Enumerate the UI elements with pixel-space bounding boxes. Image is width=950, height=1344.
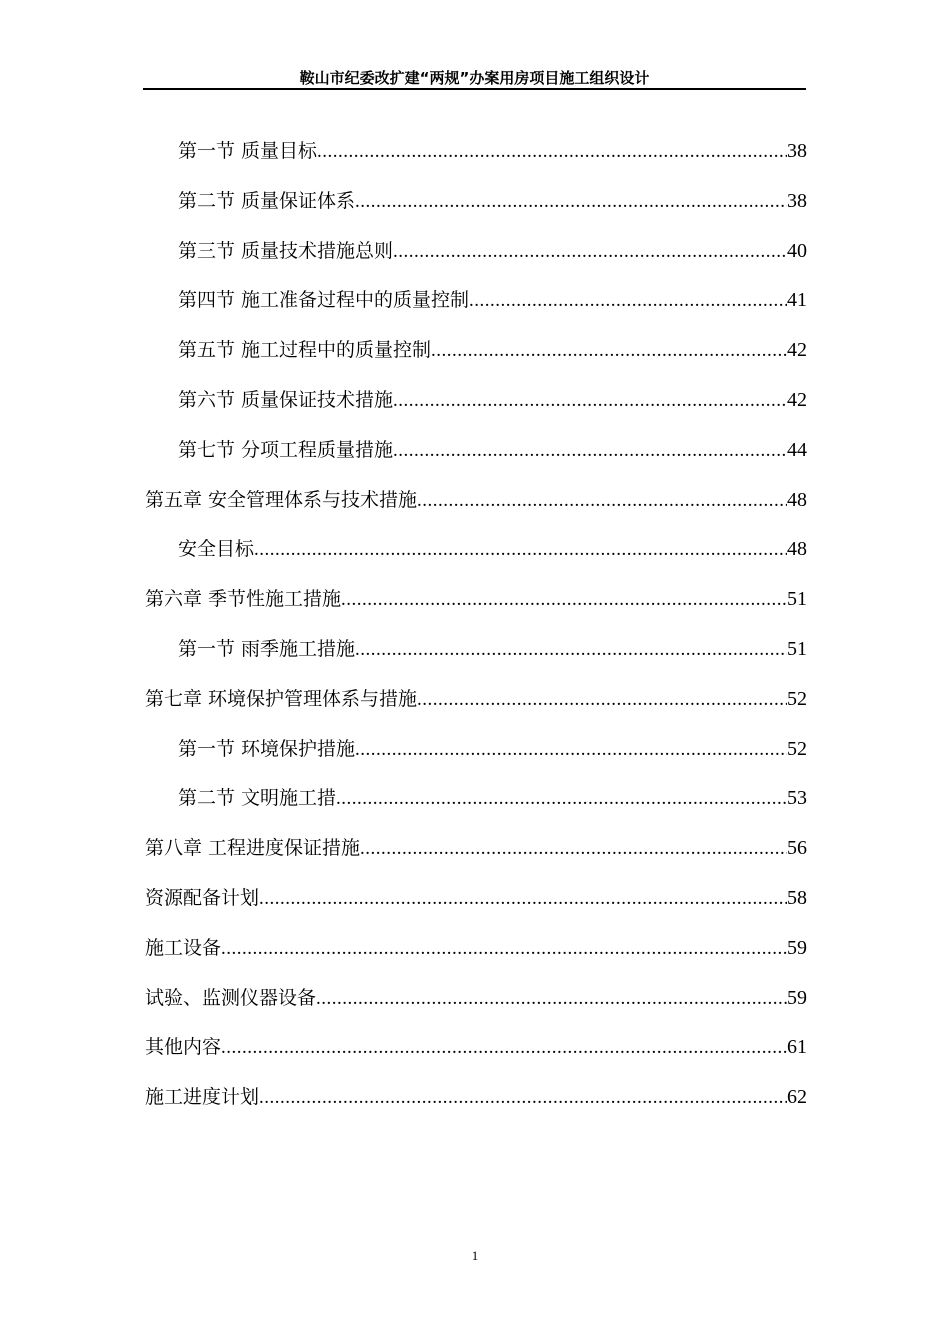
toc-dot-leader (341, 582, 787, 618)
toc-entry-page: 51 (787, 638, 807, 660)
toc-entry-page: 59 (787, 936, 807, 959)
toc-dot-leader (254, 532, 787, 568)
toc-entry-title: 第七节 分项工程质量措施 (178, 438, 394, 461)
toc-dot-leader (259, 1080, 787, 1116)
toc-entry-page: 42 (787, 389, 807, 411)
toc-dot-leader (355, 184, 787, 220)
toc-dot-leader (221, 931, 787, 967)
toc-entry[interactable] (178, 233, 807, 269)
toc-entry[interactable] (145, 581, 807, 617)
toc-entry-title: 第六节 质量保证技术措施 (178, 389, 394, 411)
toc-entry-page: 59 (787, 986, 807, 1009)
toc-dot-leader (259, 881, 787, 917)
toc-dot-leader (316, 981, 787, 1017)
toc-entry[interactable] (145, 1029, 807, 1065)
toc-entry-title: 安全目标 (178, 538, 255, 561)
toc-entry[interactable] (178, 382, 807, 418)
toc-entry-page: 53 (787, 787, 807, 810)
toc-entry-page: 48 (787, 538, 807, 561)
toc-entry-page: 58 (787, 887, 807, 909)
toc-entry-title: 第一节 质量目标 (178, 140, 318, 162)
toc-dot-leader (431, 333, 787, 369)
toc-entry[interactable] (145, 681, 807, 717)
toc-entry-title: 第五节 施工过程中的质量控制 (178, 339, 432, 362)
toc-entry-page: 56 (787, 837, 807, 860)
toc-dot-leader (336, 781, 787, 817)
toc-entry[interactable] (178, 780, 807, 816)
toc-entry[interactable] (178, 133, 807, 169)
toc-entry-page: 41 (787, 289, 807, 312)
toc-entry[interactable] (145, 880, 807, 916)
toc-entry-title: 其他内容 (145, 1036, 222, 1059)
toc-entry[interactable] (178, 282, 807, 318)
toc-entry-title: 第七章 环境保护管理体系与措施 (145, 687, 418, 710)
toc-entry-title: 第四节 施工准备过程中的质量控制 (178, 289, 470, 312)
toc-entry[interactable] (178, 432, 807, 468)
toc-entry-title: 第二节 质量保证体系 (178, 189, 356, 212)
toc-entry[interactable] (178, 332, 807, 368)
toc-dot-leader (417, 682, 787, 718)
page-number: 1 (471, 1248, 479, 1263)
toc-entry[interactable] (178, 731, 807, 767)
toc-entry[interactable] (145, 980, 807, 1016)
toc-entry-title: 第一节 雨季施工措施 (178, 638, 356, 660)
page-header-title: 鞍山市纪委改扩建“两规”办案用房项目施工组织设计 (299, 69, 650, 87)
toc-entry-title: 施工设备 (145, 936, 222, 959)
toc-entry-title: 第五章 安全管理体系与技术措施 (145, 488, 418, 511)
toc-entry-title: 资源配备计划 (145, 887, 260, 909)
toc-dot-leader (393, 234, 787, 270)
toc-dot-leader (417, 483, 787, 519)
toc-entry-page: 61 (787, 1036, 807, 1059)
toc-entry[interactable] (145, 930, 807, 966)
toc-entry-page: 48 (787, 488, 807, 511)
toc-entry[interactable] (178, 631, 807, 667)
toc-dot-leader (393, 433, 787, 469)
toc-entry-page: 52 (787, 687, 807, 710)
toc-entry-title: 第二节 文明施工措 (178, 787, 337, 810)
toc-entry-title: 第六章 季节性施工措施 (145, 588, 342, 611)
toc-entry-title: 第八章 工程进度保证措施 (145, 837, 361, 860)
toc-entry-page: 40 (787, 239, 807, 262)
toc-entry-title: 施工进度计划 (145, 1086, 260, 1109)
toc-entry-page: 51 (787, 588, 807, 611)
toc-entry-page: 52 (787, 737, 807, 760)
toc-entry-title: 试验、监测仪器设备 (145, 986, 317, 1009)
toc-dot-leader (317, 134, 787, 170)
toc-dot-leader (360, 831, 787, 867)
toc-entry-title: 第三节 质量技术措施总则 (178, 239, 394, 262)
toc-dot-leader (221, 1030, 787, 1066)
toc-entry[interactable] (178, 183, 807, 219)
toc-entry-page: 42 (787, 339, 807, 362)
toc-dot-leader (355, 632, 787, 668)
toc-entry-page: 38 (787, 189, 807, 212)
toc-entry-page: 44 (787, 438, 807, 461)
toc-entry[interactable] (145, 830, 807, 866)
toc-entry[interactable] (145, 482, 807, 518)
toc-dot-leader (393, 383, 787, 419)
toc-dot-leader (469, 283, 787, 319)
toc-dot-leader (355, 732, 787, 768)
header-rule (143, 88, 806, 90)
toc-entry[interactable] (178, 531, 807, 567)
toc-entry-page: 62 (787, 1086, 807, 1109)
toc-entry-title: 第一节 环境保护措施 (178, 737, 356, 760)
toc-entry-page: 38 (787, 140, 807, 162)
toc-entry[interactable] (145, 1079, 807, 1115)
